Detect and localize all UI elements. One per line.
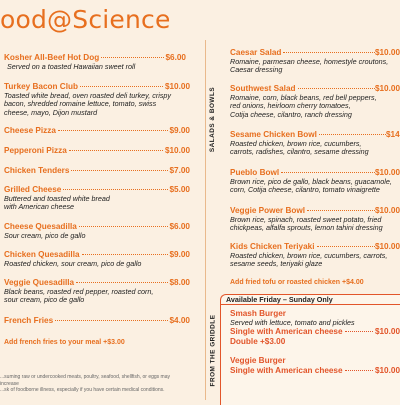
- leader-dots: [101, 57, 163, 58]
- menu-item: [230, 206, 400, 233]
- item-name: Caesar Salad: [230, 48, 282, 57]
- item-price: $4.00: [169, 316, 190, 325]
- item-description: Brown rice, spinach, roasted sweet potato, fried: [230, 215, 382, 224]
- item-price: $14: [386, 130, 400, 139]
- item-description: Roasted chicken, brown rice, cucumbers,: [230, 139, 362, 148]
- item-price: $5.00: [169, 185, 190, 194]
- leader-dots: [307, 210, 375, 211]
- option-row: [230, 327, 400, 337]
- item-name: Chicken Quesadilla: [4, 250, 80, 259]
- item-name: Cheese Quesadilla: [4, 222, 77, 231]
- leader-dots: [63, 189, 167, 190]
- menu-item: [4, 185, 190, 212]
- page-title: ood@Science: [0, 5, 171, 34]
- item-description: sesame seeds, teriyaki glaze: [230, 259, 323, 269]
- item-description: sour cream, pico de gallo: [4, 295, 85, 305]
- leader-dots: [71, 170, 167, 171]
- menu-item: [4, 166, 190, 176]
- menu-item: [230, 356, 400, 376]
- leader-dots: [317, 246, 375, 247]
- leader-dots: [55, 320, 167, 321]
- item-name: Veggie Burger: [230, 356, 286, 365]
- item-description: Roasted chicken, brown rice, cucumbers, carrots,: [230, 251, 388, 260]
- leader-dots: [281, 172, 375, 173]
- menu-item: [230, 168, 400, 195]
- item-name: Grilled Cheese: [4, 185, 62, 194]
- item-price: $7.00: [169, 166, 190, 175]
- menu-item: [4, 53, 186, 71]
- item-name: Sesame Chicken Bowl: [230, 130, 317, 139]
- availability-note: Available Friday – Sunday Only: [226, 295, 333, 304]
- option-row: [230, 337, 400, 347]
- item-description: Romaine, parmesan cheese, homestyle croutons,: [230, 57, 389, 66]
- item-description: corn, Cotija cheese, cilantro, tomato vinaigrette: [230, 185, 380, 195]
- item-name: Pueblo Bowl: [230, 168, 280, 177]
- item-description: Roasted chicken, sour cream, pico de gallo: [4, 259, 142, 268]
- item-price: $10.00: [164, 146, 190, 155]
- item-price: $10.00: [374, 206, 400, 215]
- item-description: red onions, heirloom cherry tomatoes,: [230, 101, 351, 111]
- item-price: $10.00: [374, 242, 400, 251]
- item-price: $10.00: [164, 82, 190, 91]
- item-name: Kosher All-Beef Hot Dog: [4, 53, 100, 62]
- item-name: French Fries: [4, 316, 54, 325]
- option-label: Double +$3.00: [230, 337, 286, 347]
- section-label-text: FROM THE GRIDDLE: [209, 314, 217, 386]
- item-name: Chicken Tenders: [4, 166, 70, 175]
- menu-item: [230, 48, 400, 75]
- leader-dots: [69, 150, 163, 151]
- item-description: carrots, radishes, cilantro, sesame dressing: [230, 147, 369, 157]
- fries-addon: Add french fries to your meal +$3.00: [4, 339, 125, 346]
- item-price: $9.00: [169, 250, 190, 259]
- item-description: cheese, mayo, Dijon mustard: [4, 107, 98, 117]
- menu-item: [230, 84, 400, 119]
- item-name: Turkey Bacon Club: [4, 82, 79, 91]
- item-description: Served on a toasted Hawaiian sweet roll: [7, 62, 136, 71]
- item-price: $9.00: [169, 126, 190, 135]
- menu-item: [4, 126, 190, 136]
- leader-dots: [298, 88, 375, 89]
- menu-item: [4, 222, 190, 240]
- item-description: Cotija cheese, cilantro, ranch dressing: [230, 109, 352, 119]
- item-description: Black beans, roasted red pepper, roasted corn,: [4, 287, 154, 296]
- item-name: Smash Burger: [230, 309, 286, 318]
- section-label-salads: [207, 44, 219, 194]
- allergen-footnote: [0, 374, 190, 394]
- section-label-text: SALADS & BOWLS: [209, 86, 217, 152]
- item-description: bacon, shredded romaine lettuce, tomato, swiss: [4, 99, 157, 109]
- footnote-line: ...suming raw or undercooked meats, poultry, seafood, shellfish, or eggs may increase: [0, 374, 170, 387]
- item-price: $8.00: [169, 278, 190, 287]
- item-description: Romaine, corn, black beans, red bell peppers,: [230, 93, 377, 102]
- menu-item: [4, 278, 190, 305]
- footnote-line: ...sk of foodborne illness, especially if you have certain medical conditions.: [0, 387, 165, 393]
- menu-item: [230, 242, 400, 269]
- item-description: Toasted white bread, oven roasted deli turkey, crispy: [4, 91, 171, 100]
- item-price: $10.00: [374, 48, 400, 57]
- menu-item: [4, 250, 190, 268]
- menu-item: [4, 316, 190, 326]
- leader-dots: [76, 282, 167, 283]
- item-name: Veggie Quesadilla: [4, 278, 75, 287]
- option-label: Single with American cheese: [230, 327, 343, 337]
- protein-addon: Add fried tofu or roasted chicken +$4.00: [230, 279, 364, 286]
- option-row: [230, 366, 400, 376]
- item-description: Served with lettuce, tomato and pickles: [230, 318, 355, 327]
- leader-dots: [283, 52, 375, 53]
- item-name: Veggie Power Bowl: [230, 206, 306, 215]
- menu-item: [230, 309, 400, 347]
- item-price: $10.00: [374, 84, 400, 93]
- section-label-griddle: [207, 300, 219, 400]
- option-label: Single with American cheese: [230, 366, 343, 375]
- item-price: $6.00: [165, 53, 186, 62]
- leader-dots: [80, 86, 163, 87]
- item-name: Kids Chicken Teriyaki: [230, 242, 315, 251]
- item-name: Southwest Salad: [230, 84, 296, 93]
- availability-divider: [220, 304, 400, 305]
- menu-item: [230, 130, 400, 157]
- leader-dots: [58, 130, 168, 131]
- item-description: Caesar dressing: [230, 65, 283, 75]
- leader-dots: [345, 331, 373, 332]
- menu-item: [4, 82, 190, 117]
- leader-dots: [79, 226, 168, 227]
- item-description: Buttered and toasted white bread: [4, 194, 110, 203]
- item-price: $6.00: [169, 222, 190, 231]
- leader-dots: [319, 134, 386, 135]
- item-name: Cheese Pizza: [4, 126, 56, 135]
- item-description: with American cheese: [4, 202, 75, 212]
- leader-dots: [82, 254, 168, 255]
- column-divider: [205, 40, 206, 400]
- item-description: Sour cream, pico de gallo: [4, 231, 86, 240]
- item-description: chickpeas, alfalfa sprouts, lemon tahini dressing: [230, 223, 383, 233]
- item-price: $10.00: [374, 168, 400, 177]
- item-description: Brown rice, pico de gallo, black beans, guacamole,: [230, 177, 392, 186]
- leader-dots: [345, 370, 373, 371]
- item-name: Pepperoni Pizza: [4, 146, 67, 155]
- option-price: $10.00: [374, 327, 400, 337]
- option-price: $10.00: [374, 366, 400, 375]
- menu-item: [4, 146, 190, 156]
